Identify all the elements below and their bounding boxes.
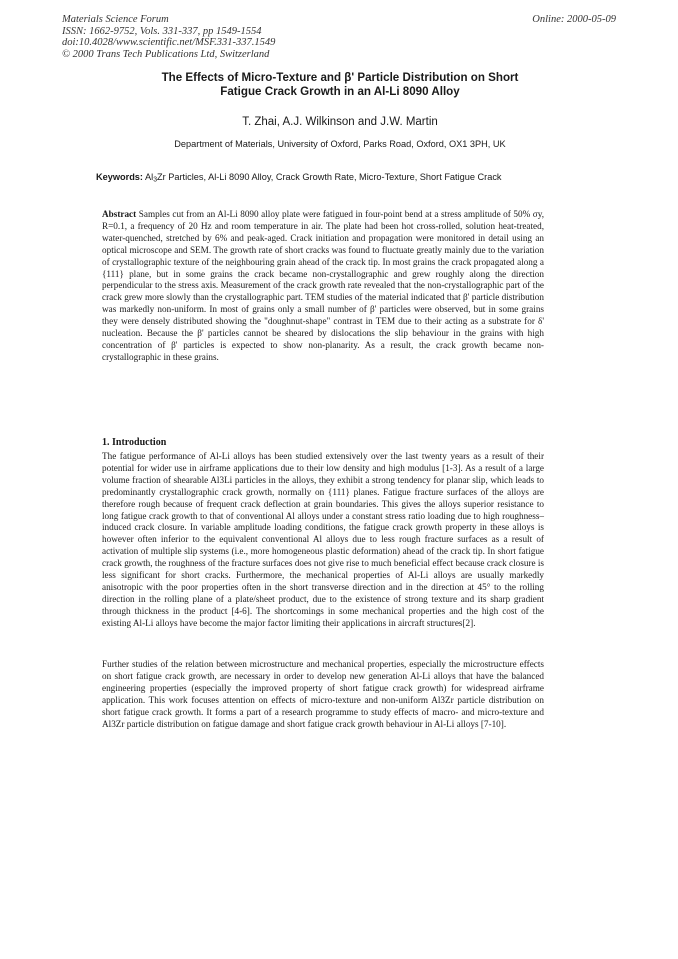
- journal-meta: [62, 14, 362, 60]
- journal-name: Materials Science Forum: [62, 14, 169, 25]
- title-line-1: The Effects of Micro-Texture and β' Particle Distribution on Short: [161, 71, 519, 84]
- intro-heading: 1. Introduction: [102, 437, 167, 448]
- copyright-line: © 2000 Trans Tech Publications Ltd, Switzerland: [62, 48, 270, 60]
- keywords-list: Zr Particles, Al-Li 8090 Alloy, Crack Growth Rate, Micro-Texture, Short Fatigue Crack: [157, 172, 502, 182]
- intro-paragraph-2: Further studies of the relation between microstructure and mechanical properties, especially the microstructure effects on short fatigue crack growth, are necessary in order to develop new generation Al-Li alloys that have the balanced engineering properties (especially the improved property of short fatigue crack growth) for widespread airframe application. This work focuses attention on effects of micro-texture and non-uniform Al3Zr particle distribution on short fatigue crack growth. It forms a part of a research programme to study effects of macro- and micro-texture and Al3Zr particle distribution on fatigue damage and short fatigue crack growth behaviour in Al-Li alloys [7-10].: [102, 659, 544, 729]
- intro-paragraph-1: The fatigue performance of Al-Li alloys has been studied extensively over the last twenty years as a result of their potential for wider use in airframe applications due to their low density and high modulus [1-3]. As a result of a large volume fraction of shearable Al3Li particles in the alloys, they exhibit a strong tendency for planar slip, which leads to predominantly crystallographic crack growth, normally on {111} planes. Fatigue fracture surfaces of the alloys are therefore rough because of frequent crack deflection at grain boundaries. This gives the alloys superior resistance to long fatigue crack growth to that of conventional Al alloys under a constant stress ratio loading due to high roughness–induced crack closure. In variable amplitude loading conditions, the fatigue crack growth property in these alloys is however often inferior to the equivalent conventional Al alloys due to less rough fracture surfaces as a result of activation of multiple slip systems (i.e., more homogeneous plastic deformation) ahead of the crack tip. In short fatigue crack growth, the roughness of the fracture surfaces does not give rise to much beneficial effect because crack closure is less significant for short cracks. Furthermore, the mechanical properties of Al-Li alloys are usually markedly anisotropic with the poor properties often in the short transverse direction and in the direction at 45° to the rolling direction in the rolling plane of a plate/sheet product, due to the existence of strong texture and its sharp gradient through thickness in the product [4-6]. The shortcomings in some mechanical properties and the high cost of the existing Al-Li alloys have become the major factor limiting their applications in aircraft structures[2].: [102, 451, 544, 628]
- online-date: Online: 2000-05-09: [532, 14, 616, 25]
- doi-line: doi:10.4028/www.scientific.net/MSF.331-337.1549: [62, 37, 276, 49]
- paper-title: [70, 71, 610, 99]
- abstract-text: Samples cut from an Al-Li 8090 alloy plate were fatigued in four-point bend at a stress amplitude of 50% σy, R=0.1, a frequency of 20 Hz and room temperature in air. The plate had been hot cross-rolled, solution heat-treated, water-quenched, stretched by 6% and peak-aged. Crack initiation and propagation were monitored in detail using an optical microscope and SEM. The growth rate of short cracks was found to fluctuate greatly mainly due to the variation of crystallographic texture of the neighbouring grain ahead of the crack tip. In most grains the crack propagated along a {111} plane, but in some grains the crack became non-crystallographic and grew roughly along the direction perpendicular to the stress axis. Measurement of the crack growth rate revealed that the non-crystallographic part of the crack grew more slowly than the crystallographic part. TEM studies of the material indicated that β' particle distribution was markedly non-uniform. In most of grains only a small number of β' particles were observed, but in some grains they were densely distributed showing the "doughnut-shape" contrast in TEM due to their acting as a substrate for δ' nucleation. Because the β' particles cannot be sheared by dislocations the slip behaviour in the grains with high concentration of β' particles is expected to show non-planarity. As a result, the crack growth became non-crystallographic in these grains.: [102, 209, 545, 362]
- affiliation: Department of Materials, University of Oxford, Parks Road, Oxford, OX1 3PH, UK: [174, 139, 506, 149]
- keywords-al: Al: [145, 172, 154, 182]
- abstract: [102, 209, 544, 364]
- issn-line: ISSN: 1662-9752, Vols. 331-337, pp 1549-1554: [62, 25, 262, 37]
- keywords: [96, 172, 586, 184]
- title-line-2: Fatigue Crack Growth in an Al-Li 8090 Alloy: [220, 85, 460, 98]
- abstract-label: Abstract: [102, 209, 137, 219]
- keywords-subscript: 3: [153, 176, 158, 184]
- keywords-label: Keywords:: [96, 172, 143, 182]
- authors: T. Zhai, A.J. Wilkinson and J.W. Martin: [242, 116, 438, 128]
